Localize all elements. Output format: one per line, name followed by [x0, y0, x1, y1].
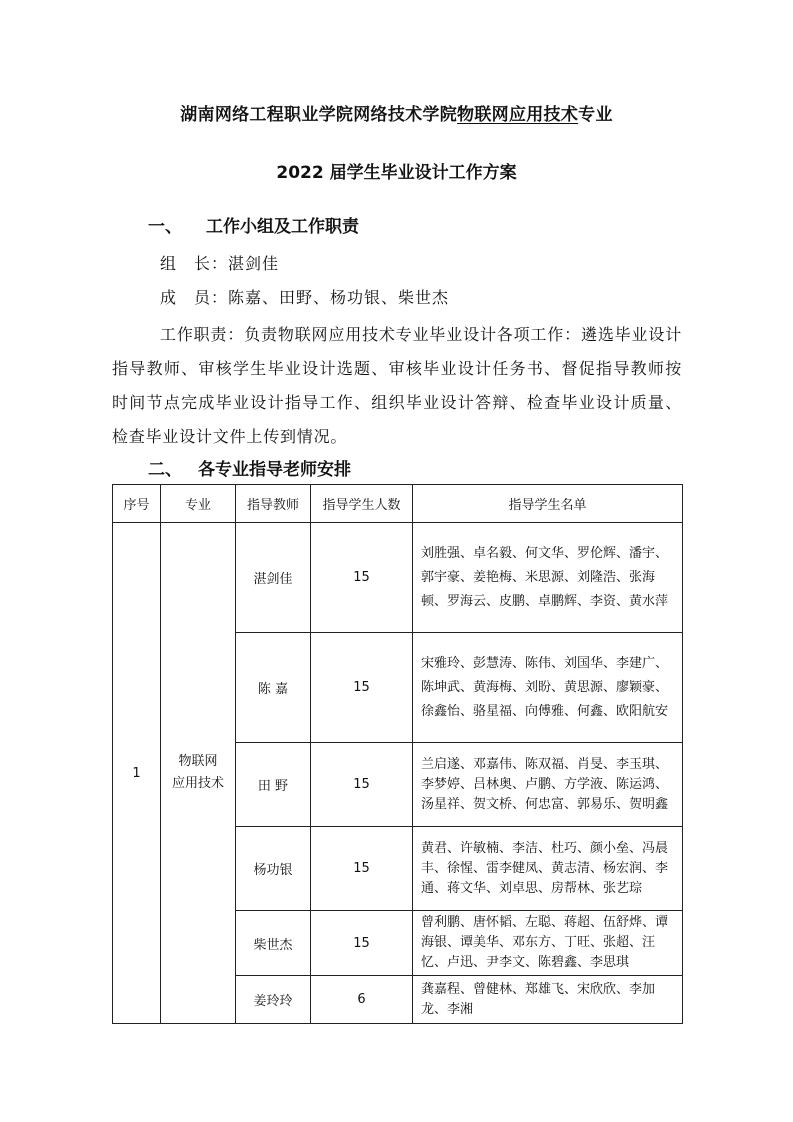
- students-cell: 宋雅玲、彭慧涛、陈伟、刘国华、李建广、陈坤武、黄海梅、刘盼、黄思源、廖颖豪、徐鑫怡、骆星福、向傅雅、何鑫、欧阳航安: [413, 633, 683, 743]
- section-2-number: 二、: [148, 460, 182, 480]
- header-teacher: 指导教师: [236, 485, 311, 523]
- advisor-table: [112, 484, 683, 1024]
- table-header-row: [113, 485, 683, 523]
- title-major: 物联网应用技术: [457, 105, 579, 125]
- section-2-title: 各专业指导老师安排: [198, 460, 351, 480]
- count-cell: 15: [311, 743, 413, 827]
- section-1-title: 工作小组及工作职责: [206, 217, 359, 237]
- students-cell: 兰启遂、邓嘉伟、陈双福、肖旻、李玉琪、李梦婷、吕林奥、卢鹏、方学液、陈运鸿、汤星祥、贺文桥、何忠富、郭易乐、贺明鑫: [413, 743, 683, 827]
- students-cell: 曾利鹏、唐怀韬、左聪、蒋超、伍舒烨、谭海银、谭美华、邓东方、丁旺、张超、汪忆、卢迅、尹李文、陈碧鑫、李思琪: [413, 911, 683, 976]
- students-cell: 黄君、许敏楠、李洁、杜巧、颜小垒、冯晨丰、徐惺、雷李健凤、黄志清、杨宏润、李通、蒋文华、刘卓思、房帮林、张艺琮: [413, 827, 683, 911]
- count-cell: 6: [311, 976, 413, 1024]
- students-cell: 刘胜强、卓名毅、何文华、罗伦辉、潘宇、郭宇豪、姜艳梅、米思源、刘隆浩、张海顿、罗海云、皮鹏、卓鹏辉、李资、黄水萍: [413, 523, 683, 633]
- seq-cell: 1: [113, 523, 161, 1024]
- students-cell: 龚嘉程、曾健林、郑雄飞、宋欣欣、李加龙、李湘: [413, 976, 683, 1024]
- count-cell: 15: [311, 633, 413, 743]
- work-duty-paragraph: 工作职责：负责物联网应用技术专业毕业设计各项工作：遴选毕业设计指导教师、审核学生毕业设计选题、审核毕业设计任务书、督促指导教师按时间节点完成毕业设计指导工作、组织毕业设计答辩、检查毕业设计质量、检查毕业设计文件上传到情况。: [112, 325, 682, 446]
- title-prefix: 湖南网络工程职业学院网络技术学院: [180, 105, 458, 125]
- header-count: 指导学生人数: [311, 485, 413, 523]
- title-suffix: 专业: [578, 105, 613, 125]
- document-title: [0, 100, 793, 125]
- count-cell: 15: [311, 523, 413, 633]
- teacher-cell: 姜玲玲: [236, 976, 311, 1024]
- section-1-heading: [148, 212, 359, 237]
- teacher-cell: 柴世杰: [236, 911, 311, 976]
- group-leader: 组 长：湛剑佳: [160, 254, 280, 273]
- header-major: 专业: [161, 485, 236, 523]
- teacher-cell: 田 野: [236, 743, 311, 827]
- count-cell: 15: [311, 911, 413, 976]
- count-cell: 15: [311, 827, 413, 911]
- section-2-heading: [148, 455, 351, 480]
- teacher-cell: 湛剑佳: [236, 523, 311, 633]
- major-cell: 物联网 应用技术: [161, 523, 236, 1024]
- header-seq: 序号: [113, 485, 161, 523]
- table-row: [113, 523, 683, 633]
- section-1-number: 一、: [148, 217, 182, 237]
- group-members: 成 员：陈嘉、田野、杨功银、柴世杰: [160, 288, 450, 307]
- teacher-cell: 杨功银: [236, 827, 311, 911]
- document-subtitle: 2022 届学生毕业设计工作方案: [276, 163, 517, 183]
- header-students: 指导学生名单: [413, 485, 683, 523]
- teacher-cell: 陈 嘉: [236, 633, 311, 743]
